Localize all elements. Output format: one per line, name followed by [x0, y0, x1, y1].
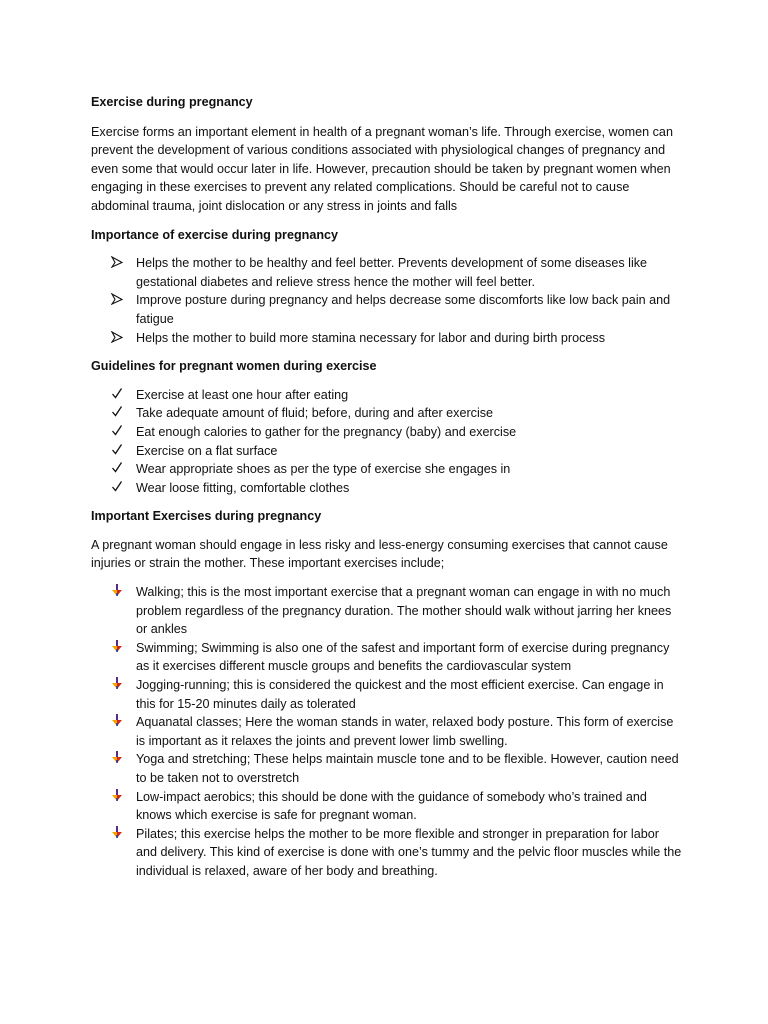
list-item: Wear loose fitting, comfortable clothes: [91, 479, 683, 498]
checkmark-bullet-icon: [111, 442, 127, 460]
guidelines-heading: Guidelines for pregnant women during exercise: [91, 359, 377, 374]
exercises-heading: Important Exercises during pregnancy: [91, 509, 322, 524]
four-color-arrow-bullet-icon: [111, 788, 127, 806]
list-item: Eat enough calories to gather for the pregnancy (baby) and exercise: [91, 423, 683, 442]
checkmark-bullet-icon: [111, 479, 127, 497]
checkmark-bullet-icon: [111, 386, 127, 404]
list-item: Take adequate amount of fluid; before, during and after exercise: [91, 404, 683, 423]
four-color-arrow-bullet-icon: [111, 713, 127, 731]
exercises-intro-paragraph: A pregnant woman should engage in less risky and less-energy consuming exercises that cannot cause injuries or strain the mother. These important exercises include;: [91, 537, 668, 571]
list-item: Improve posture during pregnancy and helps decrease some discomforts like low back pain and fatigue: [91, 291, 683, 328]
exercises-list: [91, 583, 683, 881]
list-item: Helps the mother to build more stamina necessary for labor and during birth process: [91, 329, 683, 348]
list-item: Aquanatal classes; Here the woman stands in water, relaxed body posture. This form of exercise is important as it relaxes the joints and prevent lower limb swelling.: [91, 713, 683, 750]
checkmark-bullet-icon: [111, 423, 127, 441]
four-color-arrow-bullet-icon: [111, 825, 127, 843]
importance-list: [91, 254, 683, 347]
importance-heading: Importance of exercise during pregnancy: [91, 227, 339, 242]
list-item: Yoga and stretching; These helps maintain muscle tone and to be flexible. However, caution need to be taken not to overstretch: [91, 750, 683, 787]
list-item: Jogging-running; this is considered the quickest and the most efficient exercise. Can engage in this for 15-20 minutes daily as tolerated: [91, 676, 683, 713]
list-item: Exercise at least one hour after eating: [91, 386, 683, 405]
document-title: Exercise during pregnancy: [91, 95, 253, 109]
list-item: Walking; this is the most important exercise that a pregnant woman can engage in with no much problem regardless of the pregnancy duration. The mother should walk without jarring her knees or ankles: [91, 583, 683, 639]
checkmark-bullet-icon: [111, 460, 127, 478]
four-color-arrow-bullet-icon: [111, 750, 127, 768]
arrowhead-bullet-icon: [111, 291, 127, 309]
list-item: Low-impact aerobics; this should be done with the guidance of somebody who’s trained and knows which exercise is safe for pregnant woman.: [91, 788, 683, 825]
arrowhead-bullet-icon: [111, 329, 127, 347]
document-body: [91, 93, 683, 881]
list-item: Pilates; this exercise helps the mother to be more flexible and stronger in preparation for labor and delivery. This kind of exercise is done with one’s tummy and the pelvic floor muscles while the individual is relaxed, aware of her body and breathing.: [91, 825, 683, 881]
four-color-arrow-bullet-icon: [111, 676, 127, 694]
list-item: Exercise on a flat surface: [91, 442, 683, 461]
checkmark-bullet-icon: [111, 404, 127, 422]
guidelines-list: [91, 386, 683, 498]
four-color-arrow-bullet-icon: [111, 639, 127, 657]
list-item: Wear appropriate shoes as per the type of exercise she engages in: [91, 460, 683, 479]
list-item: Helps the mother to be healthy and feel better. Prevents development of some diseases like gestational diabetes and relieve stress hence the mother will feel better.: [91, 254, 683, 291]
four-color-arrow-bullet-icon: [111, 583, 127, 601]
arrowhead-bullet-icon: [111, 254, 127, 272]
intro-paragraph: Exercise forms an important element in health of a pregnant woman’s life. Through exercise, women can prevent the development of various conditions associated with physiological changes of pregnancy and even some that would occur later in life. However, precaution should be taken by pregnant women when engaging in these exercises to prevent any related complications. Should be careful not to cause abdominal trauma, joint dislocation or any stress in joints and falls: [91, 124, 673, 213]
list-item: Swimming; Swimming is also one of the safest and important form of exercise during pregnancy as it exercises different muscle groups and benefits the cardiovascular system: [91, 639, 683, 676]
